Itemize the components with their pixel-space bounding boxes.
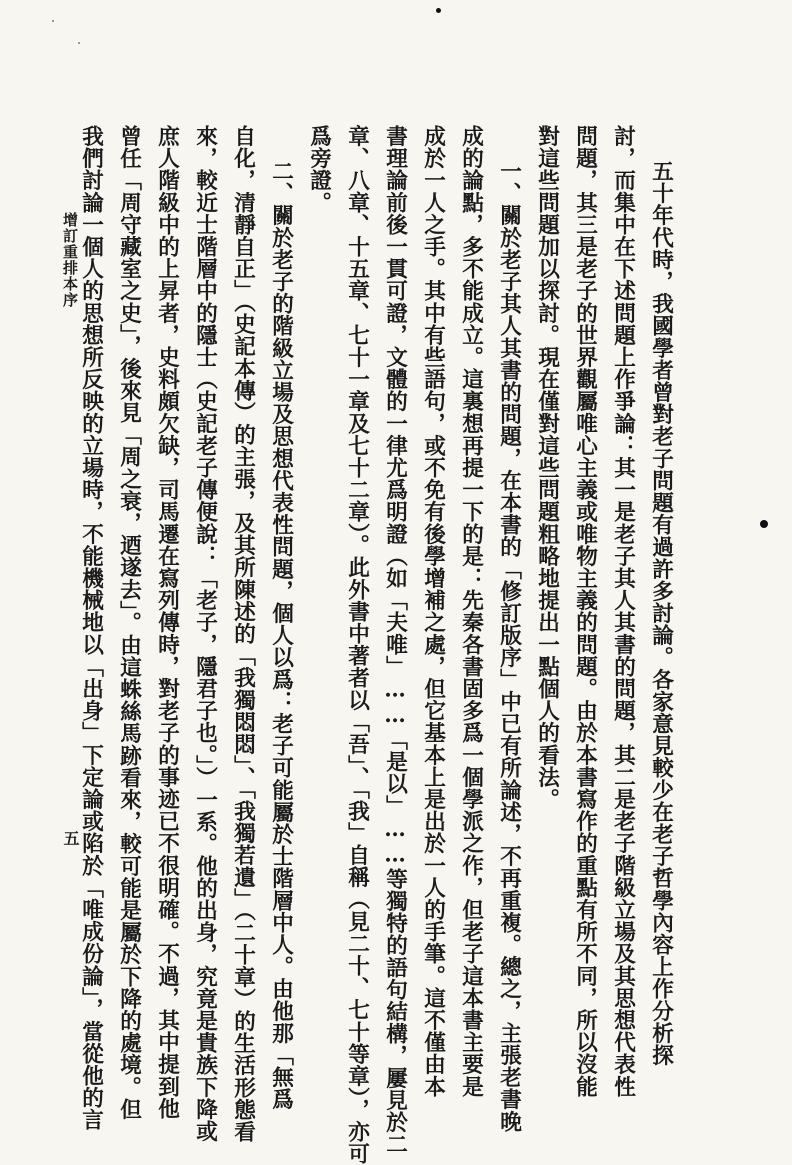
page-number: 五 <box>61 830 80 846</box>
text-column-7: 成於一人之手。其中有些語句，或不免有後學增補之處，但它基本上是出於一人的手筆。這不僅由本 <box>420 125 446 1098</box>
text-column-2: 討，而集中在下述問題上作爭論：其一是老子其人其書的問題，其二是老子階級立場及其思想代表性 <box>610 125 636 1098</box>
running-head: 增訂重排本序 <box>61 212 79 308</box>
text-column-4: 對這些問題加以探討。現在僅對這些問題粗略地提出一點個人的看法。 <box>534 125 560 811</box>
text-column-14: 庶人階級中的上昇者，史料頗欠缺，司馬遷在寫列傳時，對老子的事迹已不很明確。不過，其中提到他 <box>154 125 180 1120</box>
text-column-3: 問題，其三是老子的世界觀屬唯心主義或唯物主義的問題。由於本書寫作的重點有所不同，所以沒能 <box>572 125 598 1098</box>
ink-dot-top <box>436 8 441 13</box>
text-column-11: 二、關於老子的階級立場及思想代表性問題，個人以爲：老子可能屬於士階層中人。由他那「無爲 <box>268 160 294 1111</box>
paper-speck <box>78 42 80 44</box>
text-column-1: 五十年代時，我國學者曾對老子問題有過許多討論。各家意見較少在老子哲學內容上作分析探 <box>648 160 674 1067</box>
text-column-16: 我們討論一個人的思想所反映的立場時，不能機械地以「出身」下定論或陷於「唯成份論」，當從他的言 <box>78 125 104 1131</box>
paper-speck <box>52 20 54 22</box>
text-column-13: 來，較近士階層中的隱士（史記老子傳便說：「老子，隱君子也。」）一系。他的出身，究竟是貴族下降或 <box>192 125 218 1143</box>
text-column-5: 一、關於老子其人其書的問題，在本書的「修訂版序」中已有所論述，不再重複。總之，主張老書晚 <box>496 160 522 1133</box>
text-column-15: 曾任「周守藏室之史」，後來見「周之衰，迺遂去」。由這蛛絲馬跡看來，較可能是屬於下降的處境。但 <box>116 125 142 1120</box>
text-column-9: 章、八章、十五章、七十一章及七十二章）。此外書中著者以「吾」、「我」自稱（見二十、七十等章），亦可 <box>344 125 370 1165</box>
text-column-12: 自化，清靜自正」（史記本傳）的主張，及其所陳述的「我獨悶悶」、「我獨若遺」（二十章）的生活形態看 <box>230 125 256 1143</box>
text-column-8: 書理論前後一貫可證，文體的一律尤爲明證（如「夫唯」……「是以」……等獨特的語句結構，屢見於二 <box>382 125 408 1156</box>
text-column-6: 成的論點，多不能成立。這裏想再提一下的是：先秦各書固多爲一個學派之作，但老子這本書主要是 <box>458 125 484 1098</box>
ink-dot-margin <box>760 520 768 528</box>
text-column-10: 爲旁證。 <box>306 125 332 214</box>
